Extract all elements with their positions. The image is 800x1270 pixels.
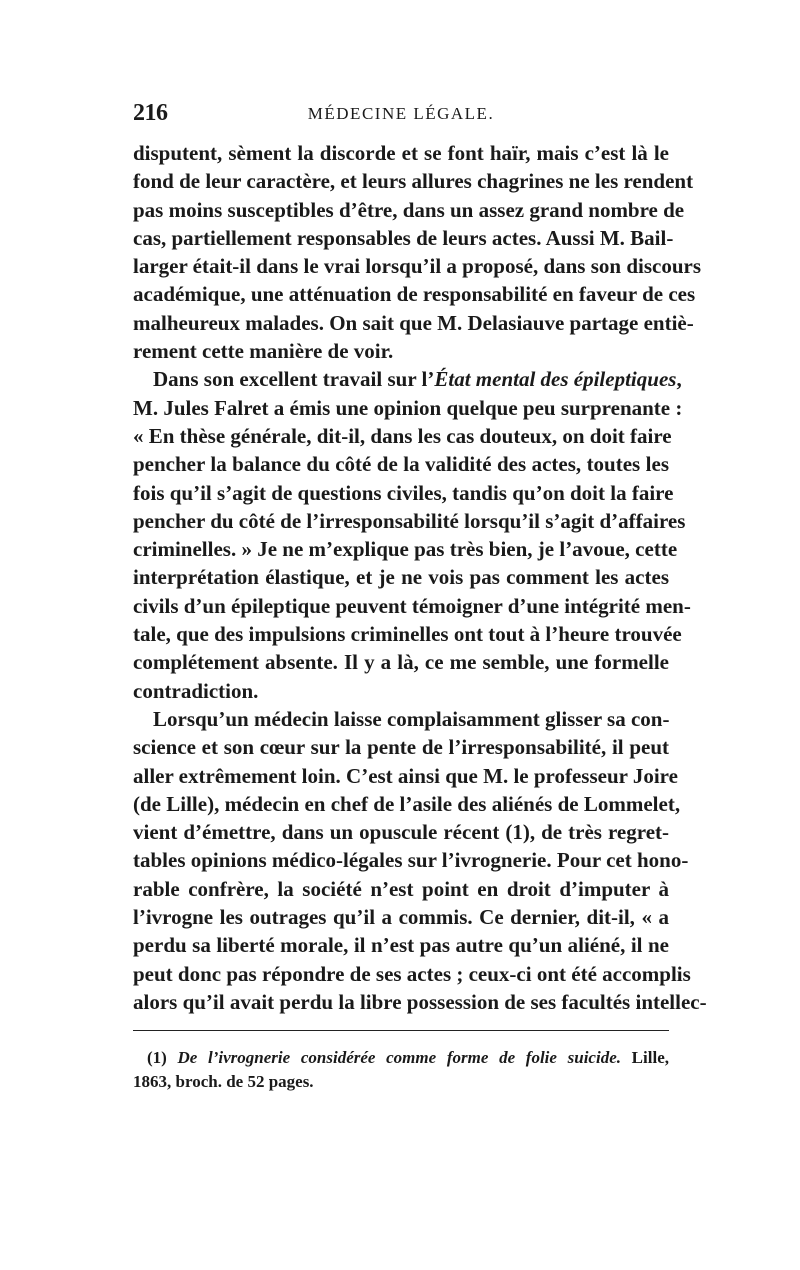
text-line: académique, une atténuation de responsabilité en faveur de ces: [133, 282, 696, 307]
footnote: [133, 1046, 669, 1094]
text-line: fois qu’il s’agit de questions civiles, tandis qu’on doit la faire: [133, 480, 674, 505]
text-line: [133, 365, 682, 393]
text-line: pencher la balance du côté de la validité des actes, toutes les: [133, 452, 669, 477]
text-line: perdu sa liberté morale, il n’est pas autre qu’un aliéné, il ne: [133, 933, 669, 958]
footnote-line: [133, 1046, 669, 1070]
text-line: malheureux malades. On sait que M. Delasiauve partage entiè-: [133, 310, 694, 335]
text-line: criminelles. » Je ne m’explique pas très bien, je l’avoue, cette: [133, 537, 678, 562]
text-line: pas moins susceptibles d’être, dans un assez grand nombre de: [133, 197, 685, 222]
text-line: contradiction.: [133, 678, 259, 703]
text-line: cas, partiellement responsables de leurs actes. Aussi M. Bail-: [133, 225, 674, 250]
text-line: science et son cœur sur la pente de l’irresponsabilité, il peut: [133, 735, 669, 760]
text-line: tale, que des impulsions criminelles ont tout à l’heure trouvée: [133, 622, 682, 647]
page-number: 216: [133, 100, 168, 126]
text-line: Lorsqu’un médecin laisse complaisamment glisser sa con-: [153, 706, 670, 731]
text-line: alors qu’il avait perdu la libre possession de ses facultés intellec-: [133, 989, 707, 1014]
footnote-text: Lille,: [621, 1048, 669, 1067]
running-title: MÉDECINE LÉGALE.: [307, 104, 495, 123]
text-line: complétement absente. Il y a là, ce me semble, une formelle: [133, 650, 669, 675]
text-line: fond de leur caractère, et leurs allures chagrines ne les rendent: [133, 169, 694, 194]
text-line: l’ivrogne les outrages qu’il a commis. Ce dernier, dit-il, « a: [133, 905, 669, 930]
footnote-rule: [133, 1030, 669, 1031]
text-line: (de Lille), médecin en chef de l’asile des aliénés de Lommelet,: [133, 791, 681, 816]
text-line: M. Jules Falret a émis une opinion quelque peu surprenante :: [133, 395, 683, 420]
text-line: civils d’un épileptique peuvent témoigner d’une intégrité men-: [133, 593, 691, 618]
text-line: peut donc pas répondre de ses actes ; ceux-ci ont été accomplis: [133, 961, 691, 986]
text-line: vient d’émettre, dans un opuscule récent (1), de très regret-: [133, 820, 669, 845]
text-segment: Dans son excellent travail sur l’: [153, 367, 435, 392]
page-header: [133, 100, 669, 130]
text-segment: ,: [676, 367, 682, 392]
text-line: pencher du côté de l’irresponsabilité lorsqu’il s’agit d’affaires: [133, 508, 686, 533]
footnote-title: De l’ivrognerie considérée comme forme de folie suicide.: [177, 1048, 621, 1067]
text-line: larger était-il dans le vrai lorsqu’il a proposé, dans son discours: [133, 254, 702, 279]
text-line: rable confrère, la société n’est point en droit d’imputer à: [133, 876, 669, 901]
text-line: interprétation élastique, et je ne vois pas comment les actes: [133, 565, 669, 590]
text-line: aller extrêmement loin. C’est ainsi que M. le professeur Joire: [133, 763, 678, 788]
text-line: rement cette manière de voir.: [133, 339, 394, 364]
text-line: tables opinions médico-légales sur l’ivrognerie. Pour cet hono-: [133, 848, 689, 873]
text-line: « En thèse générale, dit-il, dans les cas douteux, on doit faire: [133, 423, 672, 448]
text-line: disputent, sèment la discorde et se font haïr, mais c’est là le: [133, 141, 669, 165]
footnote-marker: (1): [147, 1048, 167, 1067]
footnote-line: 1863, broch. de 52 pages.: [133, 1072, 314, 1091]
body-text: [133, 139, 707, 1016]
work-title: État mental des épileptiques: [434, 367, 677, 392]
